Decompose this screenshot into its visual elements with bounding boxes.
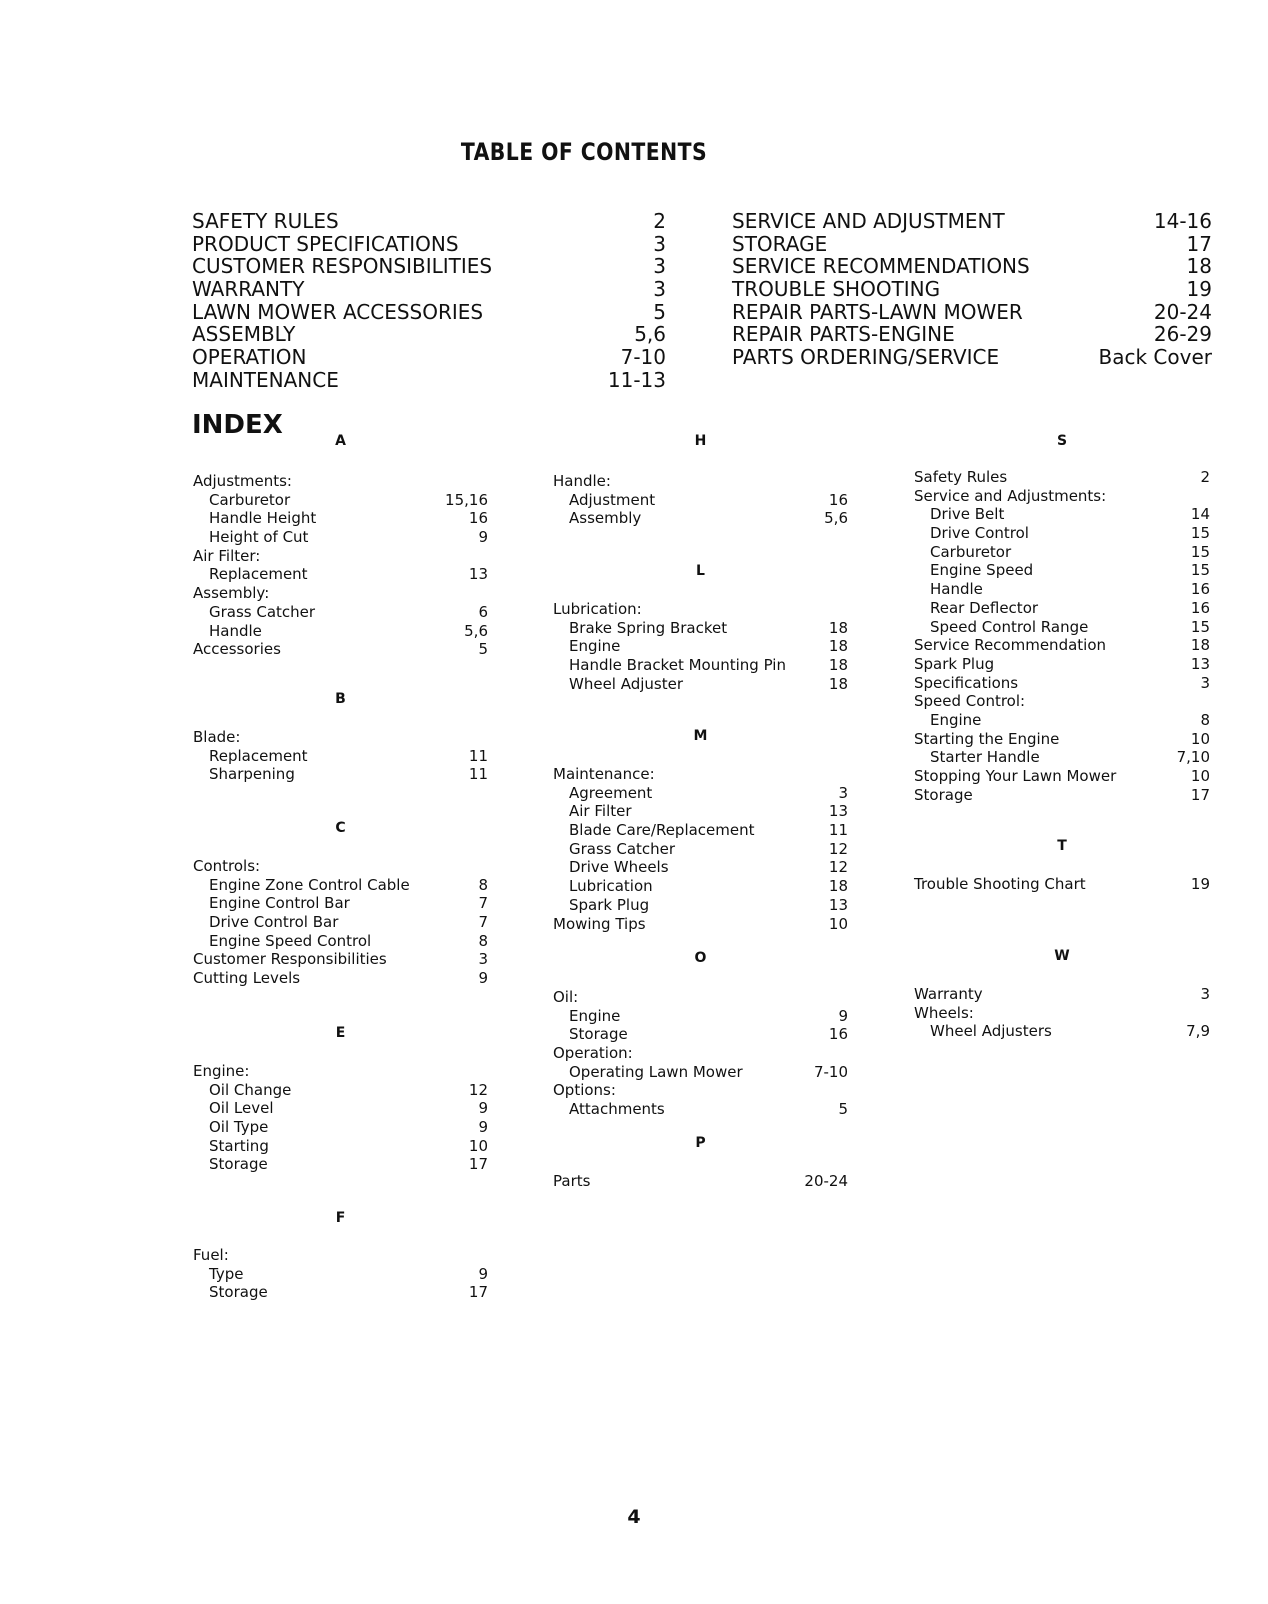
index-entry-label: Spark Plug xyxy=(914,654,995,673)
index-group-e xyxy=(193,1062,488,1174)
index-entry-page: 11 xyxy=(468,765,488,784)
index-entry xyxy=(914,468,1210,487)
toc-entry-page: 5 xyxy=(653,299,666,324)
index-entry-label: Oil Level xyxy=(209,1099,274,1118)
index-entry-page: 13 xyxy=(828,802,848,821)
index-entry-label: Height of Cut xyxy=(209,528,309,547)
toc-right-column xyxy=(732,210,1212,369)
index-entry xyxy=(553,1007,848,1026)
index-entry-label: Mowing Tips xyxy=(553,914,646,933)
index-letter-l: L xyxy=(696,563,705,579)
index-entry xyxy=(193,876,488,895)
index-entry xyxy=(193,1265,488,1284)
index-entry xyxy=(914,1022,1210,1041)
index-letter-c: C xyxy=(335,820,346,836)
index-entry-page: 18 xyxy=(828,674,848,693)
index-entry-label: Storage xyxy=(209,1155,268,1174)
index-entry-label: Engine xyxy=(930,710,982,729)
toc-entry-label: PARTS ORDERING/SERVICE xyxy=(732,345,1000,370)
toc-entry xyxy=(732,210,1212,233)
index-entry-page: 13 xyxy=(468,565,488,584)
index-entry-page: 3 xyxy=(1200,673,1210,692)
index-entry xyxy=(193,640,488,659)
index-entry-label: Wheels: xyxy=(914,1003,974,1022)
index-entry-page: 9 xyxy=(478,1264,488,1283)
index-entry xyxy=(553,821,848,840)
index-letter-f: F xyxy=(335,1210,346,1226)
index-entry-label: Grass Catcher xyxy=(569,839,676,858)
index-entry xyxy=(553,1063,848,1082)
index-entry xyxy=(553,509,848,528)
index-letter-p: P xyxy=(695,1135,706,1151)
index-entry-label: Spark Plug xyxy=(569,895,650,914)
index-entry-label: Service Recommendation xyxy=(914,636,1107,655)
index-entry-label: Drive Wheels xyxy=(569,858,669,877)
page-number: 4 xyxy=(627,1506,641,1528)
page-title: TABLE OF CONTENTS xyxy=(460,138,708,166)
toc-entry-label: ASSEMBLY xyxy=(192,322,296,347)
index-entry-label: Air Filter xyxy=(569,802,632,821)
index-entry xyxy=(914,786,1210,805)
index-letter-m: M xyxy=(693,728,708,744)
index-entry xyxy=(193,894,488,913)
index-group-b xyxy=(193,728,488,784)
index-entry xyxy=(914,599,1210,618)
index-entry-label: Oil Change xyxy=(209,1080,292,1099)
index-entry xyxy=(553,915,848,934)
index-entry-page: 6 xyxy=(478,602,488,621)
index-entry-page: 10 xyxy=(1190,729,1210,748)
index-entry-page: 13 xyxy=(1190,654,1210,673)
index-entry-page: 15 xyxy=(1190,524,1210,543)
toc-entry-label: LAWN MOWER ACCESSORIES xyxy=(192,299,484,324)
index-entry-label: Brake Spring Bracket xyxy=(569,618,728,637)
toc-entry-page: 14-16 xyxy=(1153,209,1212,233)
index-entry xyxy=(193,509,488,528)
index-entry xyxy=(193,1062,488,1081)
toc-entry xyxy=(732,346,1212,369)
index-entry-page: 9 xyxy=(838,1006,848,1025)
toc-entry-page: 3 xyxy=(653,231,666,256)
index-heading: INDEX xyxy=(192,410,283,440)
index-entry-label: Blade Care/Replacement xyxy=(569,821,755,840)
index-entry xyxy=(193,969,488,988)
index-entry-label: Carburetor xyxy=(930,542,1012,561)
index-entry xyxy=(193,1137,488,1156)
index-entry-page: 19 xyxy=(1190,875,1210,893)
index-entry xyxy=(553,1172,848,1191)
index-entry xyxy=(914,730,1210,749)
index-group-f xyxy=(193,1246,488,1302)
index-entry xyxy=(193,932,488,951)
index-entry-label: Starter Handle xyxy=(930,748,1040,767)
index-entry-page: 16 xyxy=(828,1025,848,1044)
index-entry-page: 16 xyxy=(1190,598,1210,617)
index-entry-label: Assembly: xyxy=(193,584,270,603)
toc-entry xyxy=(732,323,1212,346)
index-entry-page: 5 xyxy=(478,640,488,659)
index-entry-label: Handle: xyxy=(553,472,611,490)
index-entry-label: Parts xyxy=(553,1172,591,1190)
index-entry xyxy=(193,472,488,491)
index-entry-label: Drive Control xyxy=(930,524,1029,543)
toc-entry-page: 19 xyxy=(1186,277,1212,302)
index-entry-page: 7,10 xyxy=(1176,748,1210,767)
index-entry xyxy=(914,618,1210,637)
index-entry-label: Maintenance: xyxy=(553,765,655,783)
toc-entry xyxy=(192,369,666,392)
index-entry xyxy=(193,565,488,584)
index-entry xyxy=(914,543,1210,562)
index-entry-page: 18 xyxy=(828,618,848,637)
index-group-h xyxy=(553,472,848,528)
toc-entry xyxy=(732,255,1212,278)
toc-entry xyxy=(192,210,666,233)
index-entry xyxy=(914,580,1210,599)
index-entry-label: Rear Deflector xyxy=(930,598,1039,617)
index-entry-label: Fuel: xyxy=(193,1246,229,1264)
toc-entry-page: 17 xyxy=(1186,231,1212,256)
index-entry-label: Service and Adjustments: xyxy=(914,486,1107,505)
index-entry-label: Customer Responsibilities xyxy=(193,950,387,969)
index-entry-label: Assembly xyxy=(569,509,642,528)
index-entry xyxy=(553,784,848,803)
index-entry xyxy=(914,674,1210,693)
index-entry-page: 20-24 xyxy=(804,1172,848,1190)
index-entry-page: 16 xyxy=(468,509,488,528)
index-entry xyxy=(553,988,848,1007)
toc-left-column xyxy=(192,210,666,392)
index-group-a xyxy=(193,472,488,659)
index-letter-e: E xyxy=(335,1025,346,1041)
index-entry-label: Adjustment xyxy=(569,490,656,509)
index-entry-page: 12 xyxy=(828,839,848,858)
toc-entry-page: 2 xyxy=(653,209,666,233)
toc-entry-label: OPERATION xyxy=(192,345,307,370)
index-entry-page: 14 xyxy=(1190,505,1210,524)
index-entry xyxy=(553,1081,848,1100)
index-entry xyxy=(553,765,848,784)
index-entry xyxy=(193,1283,488,1302)
index-entry-page: 8 xyxy=(478,875,488,894)
index-entry xyxy=(193,913,488,932)
index-entry-label: Engine Speed xyxy=(930,561,1034,580)
index-entry-page: 18 xyxy=(1190,636,1210,655)
index-entry xyxy=(553,896,848,915)
index-entry-label: Controls: xyxy=(193,857,261,875)
index-entry xyxy=(914,692,1210,711)
index-entry-page: 8 xyxy=(1200,710,1210,729)
toc-entry-page: 3 xyxy=(653,254,666,279)
index-entry xyxy=(193,765,488,784)
index-letter-t: T xyxy=(1057,838,1067,854)
index-entry xyxy=(914,655,1210,674)
index-entry-label: Adjustments: xyxy=(193,472,292,490)
index-entry xyxy=(914,875,1210,894)
toc-entry-page: 18 xyxy=(1186,254,1212,279)
index-entry-label: Wheel Adjusters xyxy=(930,1022,1052,1041)
index-entry-page: 8 xyxy=(478,931,488,950)
index-entry-page: 3 xyxy=(1200,985,1210,1003)
toc-entry-label: SERVICE RECOMMENDATIONS xyxy=(732,254,1030,279)
index-entry-page: 2 xyxy=(1200,468,1210,486)
index-entry-page: 16 xyxy=(1190,580,1210,599)
index-entry-page: 16 xyxy=(828,490,848,509)
toc-entry-page: 5,6 xyxy=(634,322,666,347)
toc-entry xyxy=(192,255,666,278)
index-entry-page: 11 xyxy=(468,746,488,765)
index-letter-w: W xyxy=(1054,948,1070,964)
toc-entry-label: REPAIR PARTS-LAWN MOWER xyxy=(732,299,1023,324)
index-entry xyxy=(914,505,1210,524)
index-entry xyxy=(553,656,848,675)
index-entry-label: Oil Type xyxy=(209,1118,269,1137)
index-group-t xyxy=(914,875,1210,894)
index-entry-label: Grass Catcher xyxy=(209,602,316,621)
index-entry-label: Oil: xyxy=(553,988,579,1006)
index-entry-label: Safety Rules xyxy=(914,468,1008,486)
index-entry-label: Handle xyxy=(209,621,262,640)
index-entry-page: 15 xyxy=(1190,617,1210,636)
index-entry xyxy=(193,528,488,547)
index-entry-label: Engine xyxy=(569,637,621,656)
index-entry xyxy=(193,584,488,603)
index-entry-label: Accessories xyxy=(193,640,281,659)
index-entry xyxy=(193,1155,488,1174)
index-entry-label: Blade: xyxy=(193,728,241,746)
index-letter-b: B xyxy=(335,691,346,707)
index-entry-label: Starting xyxy=(209,1136,269,1155)
index-entry-label: Warranty xyxy=(914,985,983,1003)
index-entry xyxy=(553,637,848,656)
index-entry-label: Speed Control: xyxy=(914,692,1026,711)
index-entry xyxy=(914,1004,1210,1023)
index-group-p xyxy=(553,1172,848,1191)
toc-entry-label: SERVICE AND ADJUSTMENT xyxy=(732,209,1005,233)
index-entry xyxy=(193,728,488,747)
toc-entry xyxy=(192,346,666,369)
index-entry xyxy=(193,491,488,510)
index-entry-page: 15,16 xyxy=(445,490,488,509)
index-entry-label: Engine Speed Control xyxy=(209,931,372,950)
index-entry xyxy=(553,491,848,510)
index-group-l xyxy=(553,600,848,693)
index-letter-a: A xyxy=(335,433,346,449)
index-entry-label: Handle Bracket Mounting Pin xyxy=(569,656,786,675)
index-group-o xyxy=(553,988,848,1119)
toc-entry xyxy=(192,301,666,324)
index-entry xyxy=(914,487,1210,506)
toc-entry-page: 20-24 xyxy=(1153,299,1212,324)
index-entry-page: 17 xyxy=(468,1155,488,1174)
toc-entry-label: SAFETY RULES xyxy=(192,209,339,233)
index-entry xyxy=(193,857,488,876)
index-entry-label: Engine Zone Control Cable xyxy=(209,875,410,894)
index-entry-label: Attachments xyxy=(569,1100,665,1119)
index-entry xyxy=(193,1081,488,1100)
index-entry xyxy=(914,711,1210,730)
index-entry-page: 9 xyxy=(478,969,488,988)
index-entry-label: Drive Control Bar xyxy=(209,913,339,932)
index-entry-label: Handle Height xyxy=(209,509,317,528)
index-entry-page: 5,6 xyxy=(824,509,848,528)
index-entry-label: Air Filter: xyxy=(193,546,261,565)
toc-entry xyxy=(732,278,1212,301)
index-entry-page: 9 xyxy=(478,528,488,547)
index-entry-label: Handle xyxy=(930,580,983,599)
index-entry-label: Wheel Adjuster xyxy=(569,674,684,693)
index-entry xyxy=(914,767,1210,786)
toc-entry-page: Back Cover xyxy=(1098,345,1212,370)
index-entry-label: Lubrication: xyxy=(553,600,642,618)
toc-entry xyxy=(192,278,666,301)
index-entry-label: Type xyxy=(209,1264,244,1283)
index-entry xyxy=(193,747,488,766)
index-entry-page: 7 xyxy=(478,894,488,913)
index-entry-label: Specifications xyxy=(914,673,1019,692)
index-entry xyxy=(914,636,1210,655)
index-entry-label: Lubrication xyxy=(569,877,653,896)
index-entry-page: 5,6 xyxy=(464,621,488,640)
index-entry-page: 17 xyxy=(468,1283,488,1302)
toc-entry xyxy=(732,301,1212,324)
index-entry xyxy=(914,748,1210,767)
index-group-s xyxy=(914,468,1210,804)
index-entry-page: 12 xyxy=(828,858,848,877)
index-entry xyxy=(193,1099,488,1118)
toc-entry xyxy=(192,323,666,346)
index-entry xyxy=(553,840,848,859)
index-entry-label: Operating Lawn Mower xyxy=(569,1062,743,1081)
index-entry-label: Engine xyxy=(569,1006,621,1025)
index-entry-page: 5 xyxy=(838,1100,848,1119)
index-entry-page: 18 xyxy=(828,656,848,675)
index-entry xyxy=(553,877,848,896)
index-entry xyxy=(553,600,848,619)
toc-entry-label: PRODUCT SPECIFICATIONS xyxy=(192,231,459,256)
index-entry-label: Starting the Engine xyxy=(914,729,1060,748)
index-letter-s: S xyxy=(1056,433,1068,449)
index-entry-page: 9 xyxy=(478,1099,488,1118)
index-group-c xyxy=(193,857,488,988)
index-entry-label: Engine: xyxy=(193,1062,250,1080)
toc-entry-label: TROUBLE SHOOTING xyxy=(732,277,941,302)
index-entry-label: Engine Control Bar xyxy=(209,894,350,913)
index-group-m xyxy=(553,765,848,933)
index-entry-label: Options: xyxy=(553,1081,616,1100)
toc-entry-page: 11-13 xyxy=(607,367,666,392)
index-entry-page: 9 xyxy=(478,1118,488,1137)
index-entry-page: 18 xyxy=(828,877,848,896)
index-entry-label: Sharpening xyxy=(209,765,295,784)
toc-entry-page: 7-10 xyxy=(620,345,666,370)
index-entry-label: Replacement xyxy=(209,746,308,765)
index-letter-h: H xyxy=(694,433,707,449)
index-entry-label: Trouble Shooting Chart xyxy=(914,875,1086,893)
index-entry-label: Operation: xyxy=(553,1044,633,1063)
toc-entry-label: CUSTOMER RESPONSIBILITIES xyxy=(192,254,493,279)
index-entry-page: 10 xyxy=(468,1136,488,1155)
index-entry-page: 10 xyxy=(828,914,848,933)
index-entry xyxy=(193,547,488,566)
index-entry-page: 7 xyxy=(478,913,488,932)
index-entry xyxy=(193,1246,488,1265)
index-letter-o: O xyxy=(694,950,707,966)
index-entry-page: 3 xyxy=(838,783,848,802)
index-entry-label: Agreement xyxy=(569,783,653,802)
index-entry xyxy=(914,985,1210,1004)
index-entry-page: 18 xyxy=(828,637,848,656)
index-entry-page: 17 xyxy=(1190,785,1210,804)
index-entry xyxy=(553,675,848,694)
toc-entry-label: REPAIR PARTS-ENGINE xyxy=(732,322,955,347)
index-entry xyxy=(914,524,1210,543)
index-entry-page: 7-10 xyxy=(813,1062,848,1081)
index-entry-page: 11 xyxy=(828,821,848,840)
index-entry-page: 10 xyxy=(1190,767,1210,785)
index-entry-page: 15 xyxy=(1190,561,1210,580)
index-entry-label: Stopping Your Lawn Mower xyxy=(914,767,1117,785)
index-entry-page: 15 xyxy=(1190,542,1210,561)
index-entry-label: Storage xyxy=(569,1025,628,1044)
toc-entry-label: WARRANTY xyxy=(192,277,305,302)
index-entry xyxy=(553,472,848,491)
index-entry xyxy=(193,622,488,641)
index-entry-label: Storage xyxy=(914,785,973,804)
index-entry xyxy=(914,561,1210,580)
index-entry xyxy=(553,1025,848,1044)
index-entry xyxy=(553,619,848,638)
index-entry-page: 7,9 xyxy=(1186,1022,1210,1041)
index-entry-label: Replacement xyxy=(209,565,308,584)
toc-entry-label: MAINTENANCE xyxy=(192,367,339,392)
index-entry-page: 13 xyxy=(828,895,848,914)
index-entry-label: Drive Belt xyxy=(930,505,1005,524)
index-group-w xyxy=(914,985,1210,1041)
toc-entry-label: STORAGE xyxy=(732,231,828,256)
index-entry xyxy=(193,1118,488,1137)
index-entry-label: Speed Control Range xyxy=(930,617,1089,636)
toc-entry-page: 26-29 xyxy=(1153,322,1212,347)
index-entry-page: 3 xyxy=(478,950,488,969)
index-entry-page: 12 xyxy=(468,1080,488,1099)
index-entry xyxy=(193,603,488,622)
toc-entry xyxy=(732,233,1212,256)
toc-entry-page: 3 xyxy=(653,277,666,302)
index-entry xyxy=(553,1100,848,1119)
index-entry xyxy=(193,950,488,969)
index-entry xyxy=(553,802,848,821)
toc-entry xyxy=(192,233,666,256)
index-entry-label: Carburetor xyxy=(209,490,291,509)
index-entry xyxy=(553,1044,848,1063)
index-entry-label: Cutting Levels xyxy=(193,969,301,988)
index-entry-label: Storage xyxy=(209,1283,268,1302)
index-entry xyxy=(553,858,848,877)
